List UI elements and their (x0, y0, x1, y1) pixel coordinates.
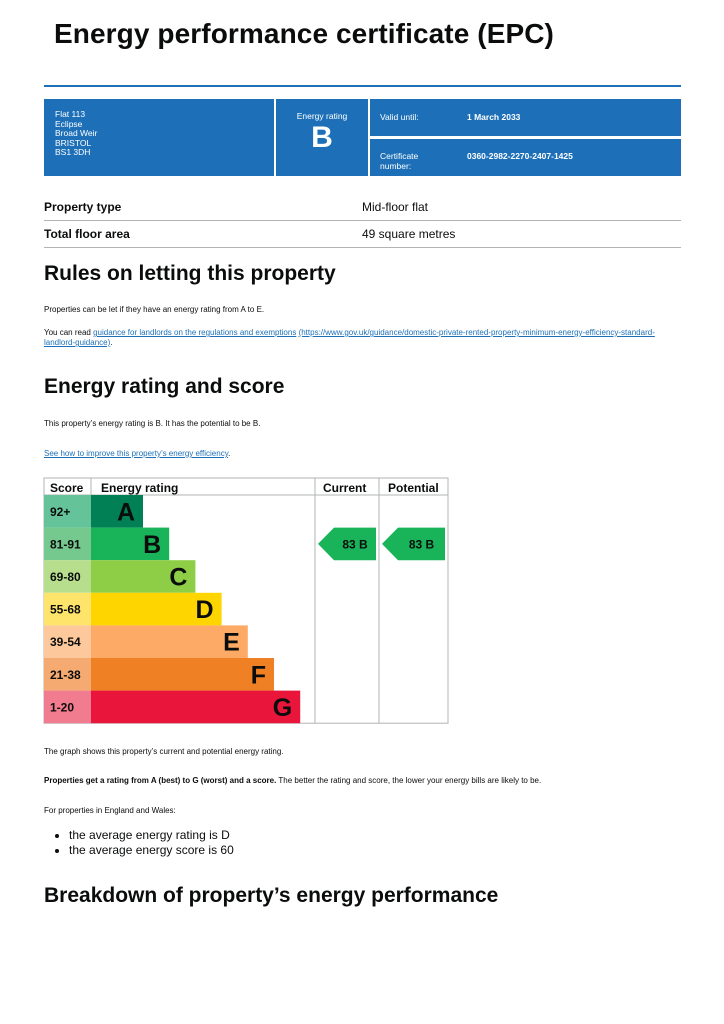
floor-area-value: 49 square metres (362, 227, 456, 241)
energy-rating-label: Energy rating (296, 111, 348, 121)
rating-explainer-rest: The better the rating and score, the lower your energy bills are likely to be. (276, 776, 542, 785)
valid-until-value: 1 March 2033 (467, 112, 521, 122)
score-label: 21-38 (50, 667, 81, 682)
band-letter: C (169, 563, 188, 592)
page-title: Energy performance certificate (EPC) (54, 18, 554, 49)
address-line: Broad Weir (55, 128, 98, 139)
certificate-number: 0360-2982-2270-2407-1425 (467, 151, 573, 161)
address-line: Eclipse (55, 118, 83, 129)
band-letter: E (223, 628, 240, 657)
header-current: Current (323, 481, 367, 495)
valid-until-label: Valid until: (380, 112, 419, 122)
list-item: • the average energy rating is D (69, 828, 234, 843)
current-arrow-label: 83 B (342, 537, 368, 552)
band-letter: F (250, 661, 266, 690)
averages-list (44, 828, 234, 858)
improve-link[interactable]: See how to improve this property’s energy efficiency (44, 449, 229, 458)
energy-heading: Energy rating and score (44, 375, 285, 398)
address-line: BS1 3DH (55, 147, 91, 158)
property-type-label: Property type (44, 200, 122, 214)
score-label: 1-20 (50, 700, 75, 715)
score-label: 69-80 (50, 570, 81, 584)
band-letter: D (195, 596, 214, 625)
rating-explainer-bold: Properties get a rating from A (best) to G (worst) and a score. (44, 776, 277, 785)
address-line: Flat 113 (55, 109, 86, 119)
band-letter: A (116, 498, 135, 527)
energy-paragraph: This property’s energy rating is B. It has the potential to be B. (44, 419, 261, 428)
region-note: For properties in England and Wales: (44, 806, 176, 815)
score-label: 81-91 (50, 537, 81, 552)
address-line: BRISTOL (55, 137, 92, 148)
graph-explainer: The graph shows this property’s current and potential energy rating. (44, 747, 284, 756)
band-bar (91, 691, 300, 724)
list-item: • the average energy score is 60 (69, 843, 234, 858)
band-bar (91, 658, 274, 691)
rating-bands (44, 495, 300, 723)
header-score: Score (50, 481, 84, 495)
rules-heading: Rules on letting this property (44, 262, 336, 285)
breakdown-heading: Breakdown of property’s energy performance (44, 884, 499, 907)
guidance-link[interactable]: guidance for landlords on the regulations and exemptions (93, 328, 297, 337)
improve-suffix: . (228, 449, 231, 458)
potential-arrow-label: 83 B (408, 537, 435, 552)
rules-paragraph: Properties can be let if they have an energy rating from A to E. (44, 305, 265, 314)
guidance-suffix: . (110, 338, 113, 347)
band-letter: G (272, 693, 293, 722)
guidance-url-link[interactable]: (https://www.gov.uk/guidance/domestic-private-rented-property-minimum-energy-efficiency-standard-landlord-guidance) (44, 328, 655, 347)
score-label: 39-54 (50, 635, 81, 650)
floor-area-label: Total floor area (44, 227, 130, 241)
certificate-label-line: number: (380, 161, 412, 171)
rating-explainer (44, 776, 664, 786)
energy-rating-value: B (311, 121, 333, 154)
rating-arrows (318, 528, 445, 561)
guidance-prefix: You can read (44, 328, 94, 337)
score-label: 92+ (50, 504, 71, 519)
header-potential: Potential (388, 481, 439, 495)
property-type-value: Mid-floor flat (362, 200, 429, 214)
certificate-label-line: Certificate (380, 151, 419, 161)
score-label: 55-68 (50, 602, 81, 617)
band-letter: B (143, 530, 162, 559)
header-energy-rating: Energy rating (101, 481, 179, 495)
